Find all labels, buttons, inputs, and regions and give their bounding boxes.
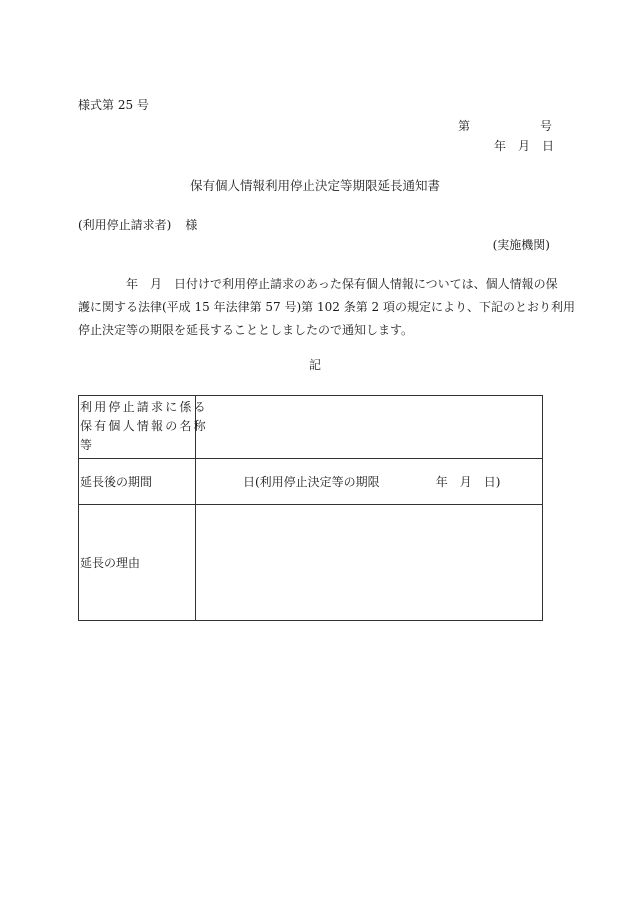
agency-name: (実施機関) — [492, 238, 550, 252]
label-info-name — [79, 396, 208, 459]
document-number-suffix: 号 — [540, 119, 553, 133]
period-month: 月 — [459, 475, 472, 489]
date-year: 年 — [494, 139, 507, 153]
period-text: 日(利用停止決定等の期限 — [243, 475, 380, 489]
label-info-name-line-1: 利用停止請求に係る — [80, 400, 208, 414]
recipient-honorific: 様 — [185, 218, 198, 232]
form-number: 様式第 25 号 — [78, 98, 149, 112]
recipient-name: (利用停止請求者) — [78, 218, 172, 232]
date-day: 日 — [542, 139, 555, 153]
value-reason — [196, 505, 543, 621]
body-line-2: 護に関する法律(平成 15 年法律第 57 号)第 102 条第 2 項の規定により、下記のとおり利用 — [78, 300, 575, 314]
table-row-info-name — [79, 396, 543, 459]
body-line-1-text: 日付けで利用停止請求のあった保有個人情報については、個人情報の保 — [174, 277, 558, 291]
body-year: 年 — [126, 277, 139, 291]
recipient — [78, 219, 197, 231]
document-title: 保有個人情報利用停止決定等期限延長通知書 — [189, 178, 440, 193]
period-year: 年 — [435, 475, 448, 489]
document-date — [494, 140, 554, 152]
extension-details-table — [78, 395, 543, 621]
document-number — [458, 120, 552, 132]
value-info-name — [196, 396, 543, 459]
table-row-extended-period — [79, 459, 543, 505]
value-extended-period — [196, 459, 543, 505]
body-month: 月 — [150, 277, 163, 291]
document-number-prefix: 第 — [458, 119, 471, 133]
date-month: 月 — [518, 139, 531, 153]
label-info-name-line-3: 等 — [80, 438, 95, 452]
ki-heading: 記 — [308, 358, 321, 372]
body-line-1 — [78, 273, 558, 296]
label-reason: 延長の理由 — [79, 505, 196, 621]
notice-body — [78, 273, 575, 342]
label-info-name-line-2: 保有個人情報の名称 — [80, 419, 208, 433]
label-extended-period: 延長後の期間 — [79, 459, 196, 505]
body-line-3: 停止決定等の期限を延長することとしましたので通知します。 — [78, 323, 414, 337]
table-row-reason — [79, 505, 543, 621]
period-day: 日) — [483, 475, 501, 489]
